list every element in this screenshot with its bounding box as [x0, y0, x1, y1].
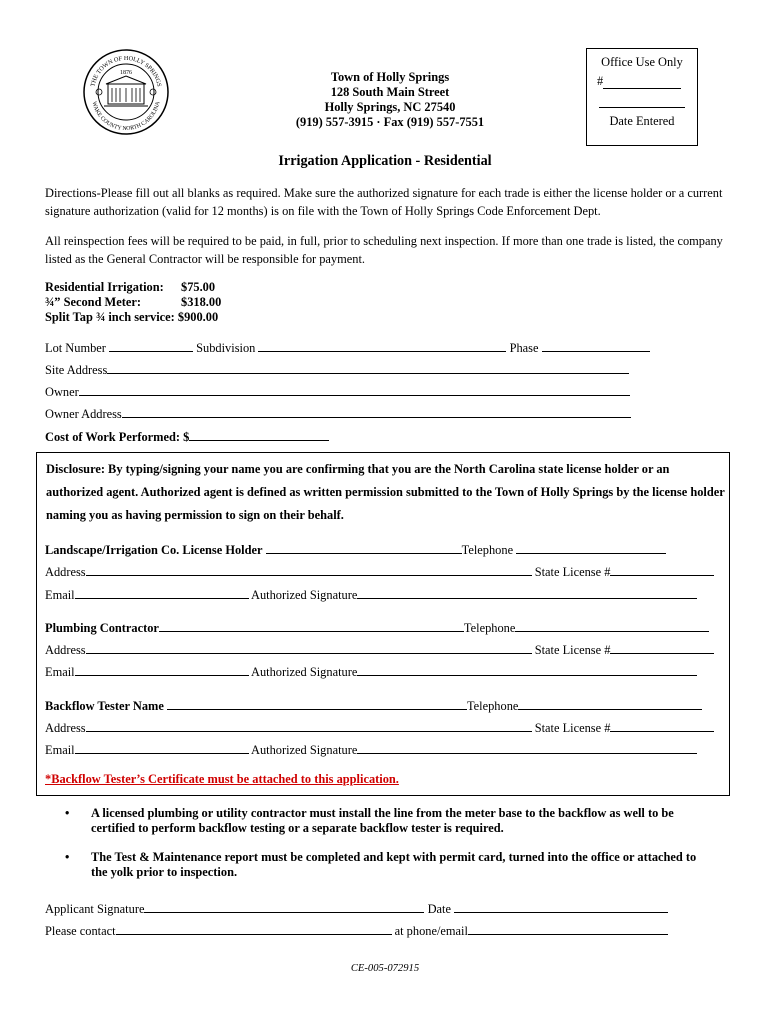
address-label: Address — [45, 721, 86, 735]
backflow-certificate-notice: *Backflow Tester’s Certificate must be attached to this application. — [45, 772, 399, 786]
site-address-label: Site Address — [45, 363, 108, 377]
phase-field[interactable] — [542, 340, 650, 352]
please-contact-label: Please contact — [45, 924, 116, 938]
state-license-field[interactable] — [610, 564, 714, 576]
town-phone-fax: (919) 557-3915 · Fax (919) 557-7551 — [295, 115, 485, 129]
contact-phone-email-field[interactable] — [468, 923, 668, 935]
fee-amount: $318.00 — [181, 295, 222, 309]
reinspection-text: All reinspection fees will be required to be paid, in full, prior to scheduling next inspection. If more than one trade is listed, the company listed as the General Contractor will be responsible for payment. — [45, 234, 723, 266]
fee-label: ¾” Second Meter: — [45, 295, 141, 309]
email-field[interactable] — [75, 587, 249, 599]
office-date-field[interactable] — [599, 101, 685, 108]
office-use-title: Office Use Only — [601, 55, 683, 69]
authorized-signature-field[interactable] — [357, 664, 697, 676]
telephone-field[interactable] — [515, 620, 709, 632]
disclosure-text: Disclosure: By typing/signing your name you are confirming that you are the North Carolina state license holder or an authorized agent. Authorized agent is defined as written permission submitted to the Town of Holly Springs by the license holder naming you as having permission to sign on their behalf. — [46, 462, 725, 522]
address-label: Address — [45, 643, 86, 657]
plumbing-contractor-label: Plumbing Contractor — [45, 621, 159, 635]
requirements-list — [65, 806, 715, 880]
applicant-signature-label: Applicant Signature — [45, 902, 145, 916]
backflow-tester-label: Backflow Tester Name — [45, 699, 164, 713]
email-label: Email — [45, 588, 75, 602]
email-label: Email — [45, 665, 75, 679]
bullet-icon: • — [65, 850, 70, 864]
seal-bottom-text: WAKE COUNTY NORTH CAROLINA — [90, 100, 162, 133]
owner-address-label: Owner Address — [45, 407, 122, 421]
subdivision-field[interactable] — [258, 340, 506, 352]
list-item-text: A licensed plumbing or utility contractor must install the line from the meter base to the backflow as well to be certified to perform backflow testing or a separate backflow tester is required. — [91, 806, 674, 835]
form-code: CE-005-072915 — [350, 963, 420, 974]
list-item-text: The Test & Maintenance report must be completed and kept with permit card, turned into the office or attached to the yolk prior to inspection. — [91, 850, 697, 879]
address-field[interactable] — [86, 642, 532, 654]
list-item — [65, 850, 715, 880]
form-title: Irrigation Application - Residential — [278, 153, 492, 169]
seal-top-text: THE TOWN OF HOLLY SPRINGS — [89, 54, 163, 88]
landscape-holder-field[interactable] — [266, 542, 462, 554]
state-license-field[interactable] — [610, 720, 714, 732]
town-header — [240, 70, 540, 130]
bullet-icon: • — [65, 806, 70, 820]
owner-field[interactable] — [79, 384, 630, 396]
list-item — [65, 806, 715, 836]
authorized-signature-label: Authorized Signature — [251, 743, 358, 757]
office-date-label: Date Entered — [609, 114, 675, 128]
fee-list — [45, 280, 221, 325]
seal-year: 1876 — [120, 70, 132, 76]
authorized-signature-label: Authorized Signature — [251, 588, 358, 602]
authorized-signature-field[interactable] — [357, 587, 697, 599]
contact-name-field[interactable] — [116, 923, 392, 935]
date-field[interactable] — [454, 901, 668, 913]
email-label: Email — [45, 743, 75, 757]
site-address-field[interactable] — [107, 362, 629, 374]
town-city: Holly Springs, NC 27540 — [324, 100, 456, 114]
phase-label: Phase — [509, 341, 539, 355]
office-use-box — [586, 48, 698, 146]
email-field[interactable] — [75, 664, 249, 676]
address-field[interactable] — [86, 564, 532, 576]
subdivision-label: Subdivision — [196, 341, 256, 355]
fee-amount: $900.00 — [177, 310, 219, 324]
cost-label: Cost of Work Performed: $ — [45, 430, 190, 444]
fee-label: Residential Irrigation: — [45, 280, 164, 294]
fee-amount: $75.00 — [181, 280, 216, 294]
backflow-tester-field[interactable] — [167, 698, 467, 710]
office-number-prefix: # — [597, 74, 604, 88]
state-license-label: State License # — [534, 565, 611, 579]
state-license-label: State License # — [534, 721, 611, 735]
town-street: 128 South Main Street — [330, 85, 450, 99]
authorized-signature-field[interactable] — [357, 742, 697, 754]
telephone-label: Telephone — [463, 621, 516, 635]
cost-field[interactable] — [189, 429, 329, 441]
owner-label: Owner — [45, 385, 79, 399]
fee-label: Split Tap ¾ inch service: — [45, 310, 175, 324]
lot-number-label: Lot Number — [45, 341, 106, 355]
town-name: Town of Holly Springs — [330, 70, 450, 84]
telephone-label: Telephone — [461, 543, 514, 557]
address-label: Address — [45, 565, 86, 579]
owner-address-field[interactable] — [122, 406, 631, 418]
email-field[interactable] — [75, 742, 249, 754]
authorized-signature-label: Authorized Signature — [251, 665, 358, 679]
address-field[interactable] — [86, 720, 532, 732]
telephone-field[interactable] — [518, 698, 702, 710]
state-license-field[interactable] — [610, 642, 714, 654]
telephone-label: Telephone — [466, 699, 519, 713]
date-label: Date — [427, 902, 451, 916]
directions-text: Directions-Please fill out all blanks as required. Make sure the authorized signature for each trade is either the license holder or a current signature authorization (valid for 12 months) is on file with the Town of Holly Springs Code Enforcement Dept. — [45, 186, 723, 218]
lot-number-field[interactable] — [109, 340, 193, 352]
town-seal-logo — [82, 48, 170, 136]
plumbing-contractor-field[interactable] — [159, 620, 464, 632]
office-number-field[interactable] — [603, 76, 681, 89]
telephone-field[interactable] — [516, 542, 666, 554]
state-license-label: State License # — [534, 643, 611, 657]
landscape-holder-label: Landscape/Irrigation Co. License Holder — [45, 543, 263, 557]
phone-email-label: at phone/email — [394, 924, 468, 938]
applicant-signature-field[interactable] — [144, 901, 424, 913]
